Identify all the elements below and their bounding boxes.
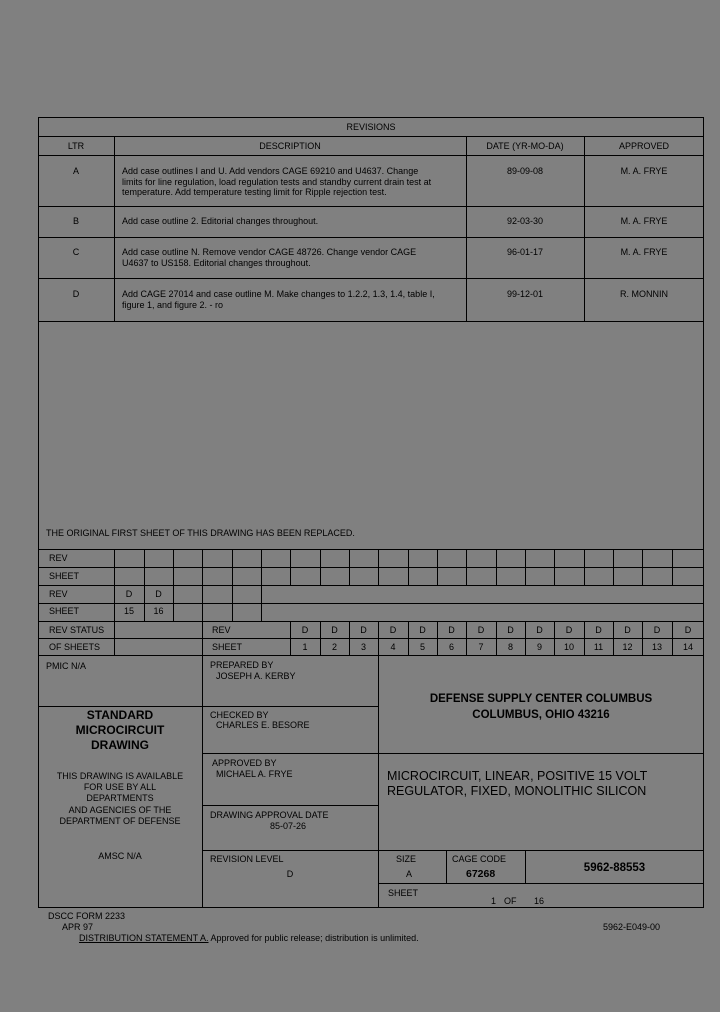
status-rev-cell: D: [595, 625, 602, 635]
status-rev-label: REV: [212, 625, 231, 635]
revision-row-ltr: A: [72, 166, 79, 176]
drawing-number: 5962-88553: [583, 862, 646, 874]
checked-by-label: CHECKED BY: [210, 710, 269, 720]
description-header: DESCRIPTION: [259, 141, 321, 151]
revision-row-description: Add case outline 2. Editorial changes throughout.: [122, 216, 319, 226]
status-sheet-cell: 9: [536, 642, 542, 652]
status-sheet-cell: 14: [682, 642, 693, 652]
revision-row-description: limits for line regulation, load regulation tests and standby current drain test at: [122, 177, 432, 187]
status-sheet-cell: 5: [419, 642, 425, 652]
cage-code-label: CAGE CODE: [452, 854, 507, 864]
standard-drawing-title: DRAWING: [91, 738, 149, 752]
approved-by-name: MICHAEL A. FRYE: [216, 769, 293, 779]
revision-row-approved: M. A. FRYE: [620, 216, 668, 226]
status-sheet-label: SHEET: [212, 642, 243, 652]
revision-row-date: 92-03-30: [506, 216, 544, 226]
status-rev-cell: D: [565, 625, 573, 635]
approval-date: 85-07-26: [270, 821, 307, 831]
sheet-number: 1: [491, 896, 497, 906]
status-sheet-cell: 8: [507, 642, 513, 652]
prepared-by-label: PREPARED BY: [210, 660, 274, 670]
drawing-title: MICROCIRCUIT, LINEAR, POSITIVE 15 VOLT: [387, 769, 648, 783]
agency-name: COLUMBUS, OHIO 43216: [472, 709, 610, 721]
revision-row-description: temperature. Add temperature testing limit for Ripple rejection test.: [122, 187, 387, 197]
status-sheet-cell: 1: [302, 642, 308, 652]
status-rev-cell: D: [536, 625, 543, 635]
replaced-note: THE ORIGINAL FIRST SHEET OF THIS DRAWING HAS BEEN REPLACED.: [46, 528, 355, 538]
status-sheet-cell: 7: [478, 642, 484, 652]
of-label: OF: [504, 896, 517, 906]
grid-sheet-label: SHEET: [49, 606, 80, 616]
form-number: DSCC FORM 2233: [48, 911, 126, 921]
availability-text: DEPARTMENTS: [86, 793, 154, 803]
revision-row-approved: R. MONNIN: [620, 289, 668, 299]
status-rev-cell: D: [331, 625, 338, 635]
pmic-label: PMIC N/A: [46, 661, 87, 671]
availability-text: THIS DRAWING IS AVAILABLE: [56, 771, 184, 781]
grid-rev-cell: D: [125, 589, 133, 599]
size-value: A: [406, 869, 413, 879]
date-header: DATE (YR-MO-DA): [486, 141, 564, 151]
of-sheets-label: OF SHEETS: [49, 642, 101, 652]
status-sheet-cell: 12: [622, 642, 633, 652]
grid-sheet-label: SHEET: [49, 571, 80, 581]
revision-row-description: Add CAGE 27014 and case outline M. Make changes to 1.2.2, 1.3, 1.4, table I,: [122, 289, 435, 299]
status-rev-cell: D: [301, 625, 309, 635]
revision-level: D: [286, 869, 294, 879]
drawing-title: REGULATOR, FIXED, MONOLITHIC SILICON: [387, 784, 647, 798]
grid-rev-cell: D: [155, 589, 162, 599]
approved-header: APPROVED: [618, 141, 669, 151]
revision-row-ltr: D: [72, 289, 80, 299]
status-rev-cell: D: [507, 625, 514, 635]
revision-row-date: 89-09-08: [506, 166, 544, 176]
prepared-by-name: JOSEPH A. KERBY: [216, 671, 296, 681]
availability-text: FOR USE BY ALL: [83, 782, 157, 792]
form-code: 5962-E049-00: [603, 922, 661, 932]
revision-row-date: 96-01-17: [506, 247, 544, 257]
sheet-total: 16: [534, 896, 545, 906]
revision-row-approved: M. A. FRYE: [620, 247, 668, 257]
revisions-title: REVISIONS: [346, 122, 396, 132]
status-sheet-cell: 10: [563, 642, 574, 652]
availability-text: AND AGENCIES OF THE: [68, 805, 172, 815]
status-rev-cell: D: [419, 625, 426, 635]
revision-row-description: U4637 to US158. Editorial changes throughout.: [122, 258, 311, 268]
status-sheet-cell: 3: [360, 642, 366, 652]
cage-code: 67268: [466, 868, 496, 880]
distribution-label: DISTRIBUTION STATEMENT A.: [79, 933, 209, 943]
grid-rev-label: REV: [49, 553, 68, 563]
revision-row-description: Add case outlines I and U. Add vendors CAGE 69210 and U4637. Change: [122, 166, 419, 176]
approval-date-label: DRAWING APPROVAL DATE: [210, 810, 329, 820]
status-sheet-cell: 2: [331, 642, 337, 652]
rev-status-label: REV STATUS: [49, 625, 105, 635]
status-sheet-cell: 11: [593, 642, 604, 652]
status-sheet-cell: 4: [390, 642, 396, 652]
status-rev-cell: D: [389, 625, 397, 635]
sheet-label: SHEET: [388, 888, 419, 898]
size-label: SIZE: [396, 854, 417, 864]
revision-row-ltr: B: [72, 216, 79, 226]
agency-name: DEFENSE SUPPLY CENTER COLUMBUS: [429, 693, 653, 705]
revision-row-date: 99-12-01: [506, 289, 544, 299]
ltr-header: LTR: [67, 141, 85, 151]
status-rev-cell: D: [653, 625, 661, 635]
grid-sheet-cell: 16: [153, 606, 164, 616]
checked-by-name: CHARLES E. BESORE: [216, 720, 310, 730]
status-rev-cell: D: [360, 625, 367, 635]
distribution-text: Approved for public release; distribution is unlimited.: [208, 933, 419, 943]
distribution-statement: [79, 933, 419, 944]
revision-level-label: REVISION LEVEL: [210, 854, 284, 864]
revision-row-description: Add case outline N. Remove vendor CAGE 48726. Change vendor CAGE: [122, 247, 417, 257]
grid-rev-label: REV: [49, 589, 68, 599]
status-sheet-cell: 13: [651, 642, 662, 652]
revision-row-ltr: C: [72, 247, 80, 257]
status-sheet-cell: 6: [448, 642, 454, 652]
form-date: APR 97: [62, 922, 94, 932]
revision-row-description: figure 1, and figure 2. - ro: [122, 300, 224, 310]
amsc-label: AMSC N/A: [98, 851, 142, 861]
status-rev-cell: D: [624, 625, 631, 635]
standard-drawing-title: MICROCIRCUIT: [75, 723, 165, 737]
availability-text: DEPARTMENT OF DEFENSE: [59, 816, 181, 826]
approved-by-label: APPROVED BY: [212, 758, 277, 768]
status-rev-cell: D: [448, 625, 455, 635]
standard-drawing-title: STANDARD: [86, 708, 154, 722]
grid-sheet-cell: 15: [123, 606, 134, 616]
revision-row-approved: M. A. FRYE: [620, 166, 668, 176]
status-rev-cell: D: [684, 625, 692, 635]
status-rev-cell: D: [477, 625, 485, 635]
